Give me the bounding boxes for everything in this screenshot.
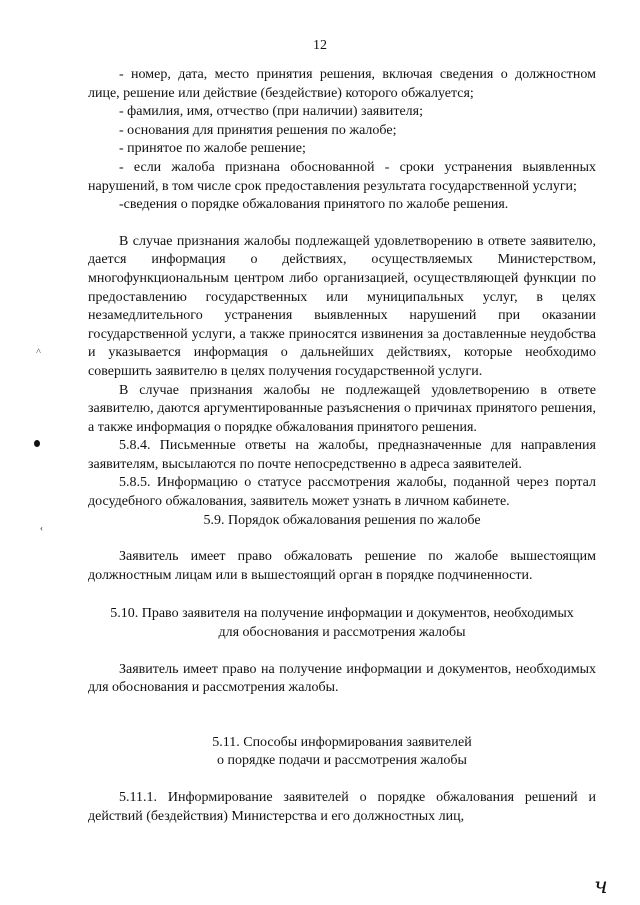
margin-dot-mark bbox=[34, 440, 40, 447]
handwritten-page-mark: ч bbox=[594, 874, 608, 899]
paragraph-rejected-complaint: В случае признания жалобы не подлежащей удовлетворению в ответе заявителю, даются аргументированные разъяснения о причинах принятого решения, а также информация о порядке обжалования принятого решения. bbox=[88, 382, 596, 435]
spacer bbox=[88, 771, 596, 789]
paragraph-satisfied-complaint: В случае признания жалобы подлежащей удовлетворению в ответе заявителю, дается информация о действиях, осуществляемых Министерством, многофункциональным центром либо организацией, осуществляющей функции по предоставлению государственных или муниципальных услуг, в целях незамедлительного устранения выявленных нарушений при оказании государственной услуги, а также приносятся извинения за доставленные неудобства и указывается информация о дальнейших действиях, которые необходимо совершить заявителю в целях получения государственной услуги. bbox=[88, 233, 596, 379]
paragraph-5-8-5: 5.8.5. Информацию о статусе рассмотрения жалобы, поданной через портал досудебного обжалования, заявитель может узнать в личном кабинете. bbox=[88, 475, 596, 510]
spacer bbox=[88, 530, 596, 548]
section-5-11-heading-line1: 5.11. Способы информирования заявителей bbox=[212, 734, 472, 750]
section-5-11-1-text: 5.11.1. Информирование заявителей о порядке обжалования решений и действий (бездействия) Министерства и его должностных лиц, bbox=[88, 790, 596, 824]
margin-tick-mark: ˄ bbox=[36, 346, 42, 356]
section-5-9-heading: 5.9. Порядок обжалования решения по жалобе bbox=[203, 512, 481, 528]
list-item: - принятое по жалобе решение; bbox=[119, 141, 306, 157]
paragraph-5-8-4: 5.8.4. Письменные ответы на жалобы, предназначенные для направления заявителям, высылаются по почте непосредственно в адреса заявителей. bbox=[88, 438, 596, 472]
section-5-11-heading-line2: о порядке подачи и рассмотрения жалобы bbox=[217, 753, 467, 769]
spacer bbox=[88, 698, 596, 734]
section-5-10-text: Заявитель имеет право на получение информации и документов, необходимых для обоснования и рассмотрения жалобы. bbox=[88, 661, 596, 696]
section-5-10-heading-line2: для обоснования и рассмотрения жалобы bbox=[218, 625, 466, 641]
page-number: 12 bbox=[313, 38, 327, 53]
spacer bbox=[88, 215, 596, 233]
list-item: - если жалоба признана обоснованной - сроки устранения выявленных нарушений, в том числе срок предоставления результата государственной услуги; bbox=[88, 159, 596, 194]
section-5-9-text: Заявитель имеет право обжаловать решение по жалобе вышестоящим должностным лицам или в вышестоящий орган в порядке подчиненности. bbox=[88, 549, 596, 583]
spacer bbox=[88, 643, 596, 661]
section-5-10-heading-line1: 5.10. Право заявителя на получение информации и документов, необходимых bbox=[110, 606, 574, 622]
list-item: -сведения о порядке обжалования принятого по жалобе решения. bbox=[119, 197, 509, 213]
list-item: - основания для принятия решения по жалобе; bbox=[119, 122, 397, 138]
list-item: - номер, дата, место принятия решения, включая сведения о должностном лице, решение или действие (бездействие) которого обжалуется; bbox=[88, 67, 596, 101]
list-item: - фамилия, имя, отчество (при наличии) заявителя; bbox=[119, 104, 423, 120]
margin-tick-mark: ‹ bbox=[40, 523, 43, 533]
page-content bbox=[88, 66, 596, 826]
spacer bbox=[88, 585, 596, 605]
